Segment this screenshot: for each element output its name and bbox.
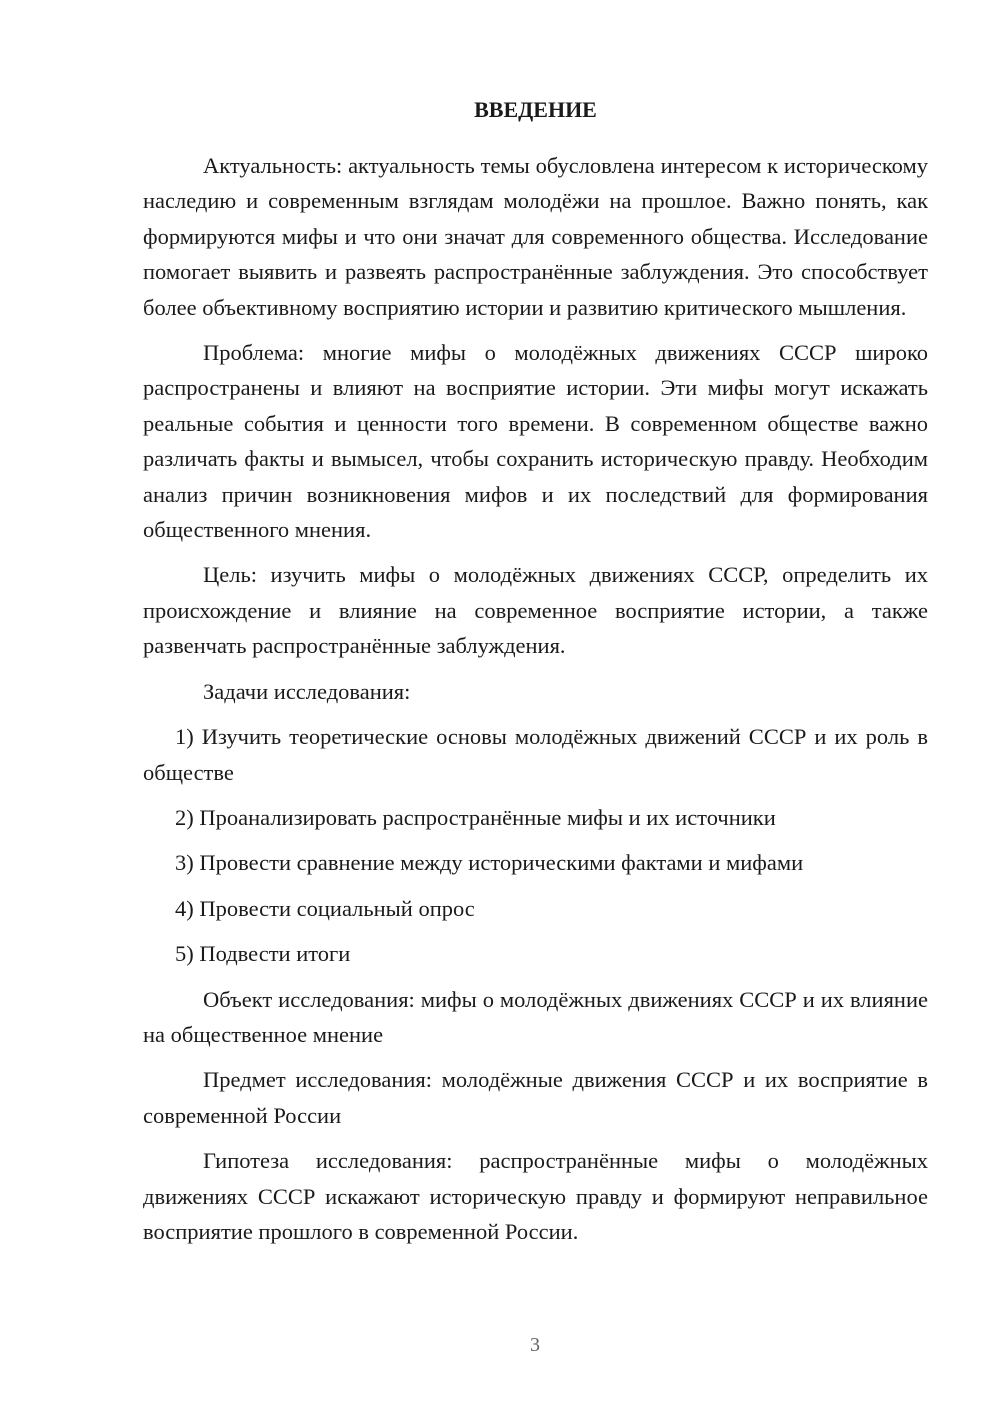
list-item: 4) Провести социальный опрос (175, 895, 475, 921)
paragraph-relevance: Актуальность: актуальность темы обусловлена интересом к историческому наследию и современным взглядам молодёжи на прошлое. Важно понять, как формируются мифы и что они значат для современного общества. Исследование помогает выявить и развеять распространённые заблуждения. Это способствует более объективному восприятию истории и развитию критического мышления. (143, 153, 928, 320)
page-number: 3 (530, 1334, 540, 1356)
document-body (143, 92, 928, 1259)
list-item: 1) Изучить теоретические основы молодёжных движений СССР и их роль в обществе (143, 724, 928, 785)
tasks-heading: Задачи исследования: (203, 678, 411, 704)
paragraph-object: Объект исследования: мифы о молодёжных движениях СССР и их влияние на общественное мнение (143, 986, 928, 1047)
list-item: 2) Проанализировать распространённые мифы и их источники (175, 804, 776, 830)
paragraph-goal: Цель: изучить мифы о молодёжных движениях СССР, определить их происхождение и влияние на современное восприятие истории, а также развенчать распространённые заблуждения. (143, 562, 928, 659)
list-item: 5) Подвести итоги (175, 941, 351, 967)
list-item: 3) Провести сравнение между историческими фактами и мифами (175, 850, 804, 876)
paragraph-subject: Предмет исследования: молодёжные движения СССР и их восприятие в современной России (143, 1067, 928, 1128)
paragraph-hypothesis: Гипотеза исследования: распространённые мифы о молодёжных движениях СССР искажают историческую правду и формируют неправильное восприятие прошлого в современной России. (143, 1148, 928, 1244)
section-title: ВВЕДЕНИЕ (474, 97, 597, 122)
paragraph-problem: Проблема: многие мифы о молодёжных движениях СССР широко распространены и влияют на восприятие истории. Эти мифы могут искажать реальные события и ценности того времени. В современном обществе важно различать факты и вымысел, чтобы сохранить историческую правду. Необходим анализ причин возникновения мифов и их последствий для формирования общественного мнения. (143, 340, 928, 543)
tasks-list (143, 719, 928, 971)
